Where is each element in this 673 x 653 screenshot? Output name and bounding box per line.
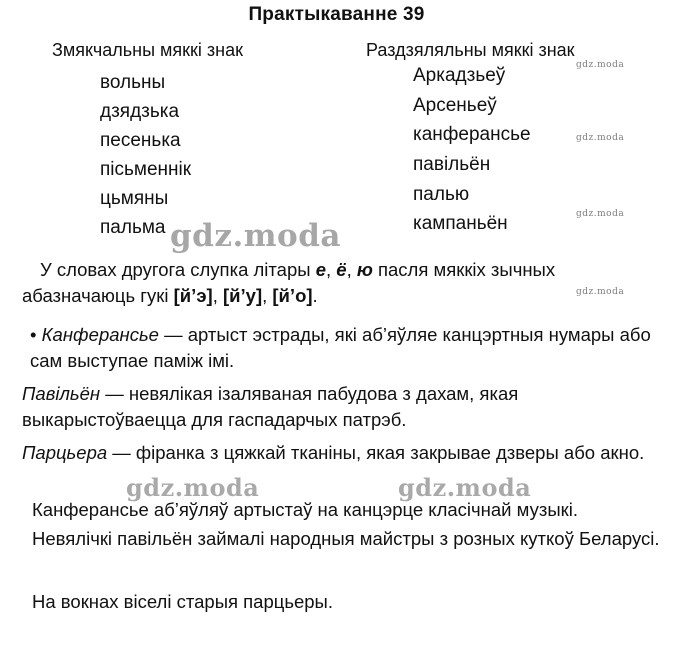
sentence: Невялічкі павільён займалі народныя майстры з розных куткоў Беларусі. xyxy=(32,528,660,549)
left-word: дзядзька xyxy=(100,101,180,122)
right-word: канферансье xyxy=(413,124,531,145)
rule-paragraph: У словах другога слупка літары е, ё, ю пасля мяккіх зычных абазначаюць гукі [й’э], [й’у], [й’о]. xyxy=(22,259,556,306)
right-column-heading: Раздзяляльны мяккі знак xyxy=(366,40,575,60)
definition-paragraph: Павільён — невялікая ізаляваная пабудова з дахам, якая выкарыстоўваецца для гаспадарчых патрэб. xyxy=(22,383,519,430)
watermark: gdz.moda xyxy=(576,133,625,143)
exercise-title: Практыкаванне 39 xyxy=(248,4,425,25)
watermark: gdz.moda xyxy=(576,209,625,219)
sentence: На вокнах віселі старыя парцьеры. xyxy=(32,591,333,612)
left-word: пісьменнік xyxy=(100,159,192,180)
letter-e: е xyxy=(315,259,326,280)
letter-yu: ю xyxy=(356,259,373,280)
watermark: gdz.moda xyxy=(126,473,260,502)
right-word: павільён xyxy=(413,154,491,175)
right-word: палью xyxy=(413,184,470,205)
sound-yo: [й’о] xyxy=(272,285,313,306)
left-word: цьмяны xyxy=(100,188,169,209)
watermark: gdz.moda xyxy=(576,60,625,70)
right-word: Аркадзьеў xyxy=(413,65,506,86)
bullet: • xyxy=(30,324,37,345)
definition-paragraph: • Канферансье — артыст эстрады, які аб’яўляе канцэртныя нумары або сам выступае паміж імі. xyxy=(30,324,651,371)
left-column-heading: Змякчальны мяккі знак xyxy=(52,40,243,60)
definition-term: Канферансье xyxy=(41,324,159,345)
watermark: gdz.moda xyxy=(398,473,532,502)
letter-yo: ё xyxy=(336,259,347,280)
left-word: пальма xyxy=(100,217,166,238)
sentence: Канферансье аб’яўляў артыстаў на канцэрце класічнай музыкі. xyxy=(32,499,578,520)
left-word: вольны xyxy=(100,72,166,93)
definition-paragraph: Парцьера — фіранка з цяжкай тканіны, якая закрывае дзверы або акно. xyxy=(22,442,645,463)
left-word: песенька xyxy=(100,130,181,151)
right-word: Арсеньеў xyxy=(413,95,497,116)
definition-term: Парцьера xyxy=(22,442,108,463)
watermark: gdz.moda xyxy=(576,287,625,297)
watermark: gdz.moda xyxy=(170,218,341,254)
definition-term: Павільён xyxy=(22,383,101,404)
sound-yu: [й’у] xyxy=(222,285,263,306)
sound-ye: [й’э] xyxy=(173,285,213,306)
right-word: кампаньён xyxy=(413,213,508,234)
